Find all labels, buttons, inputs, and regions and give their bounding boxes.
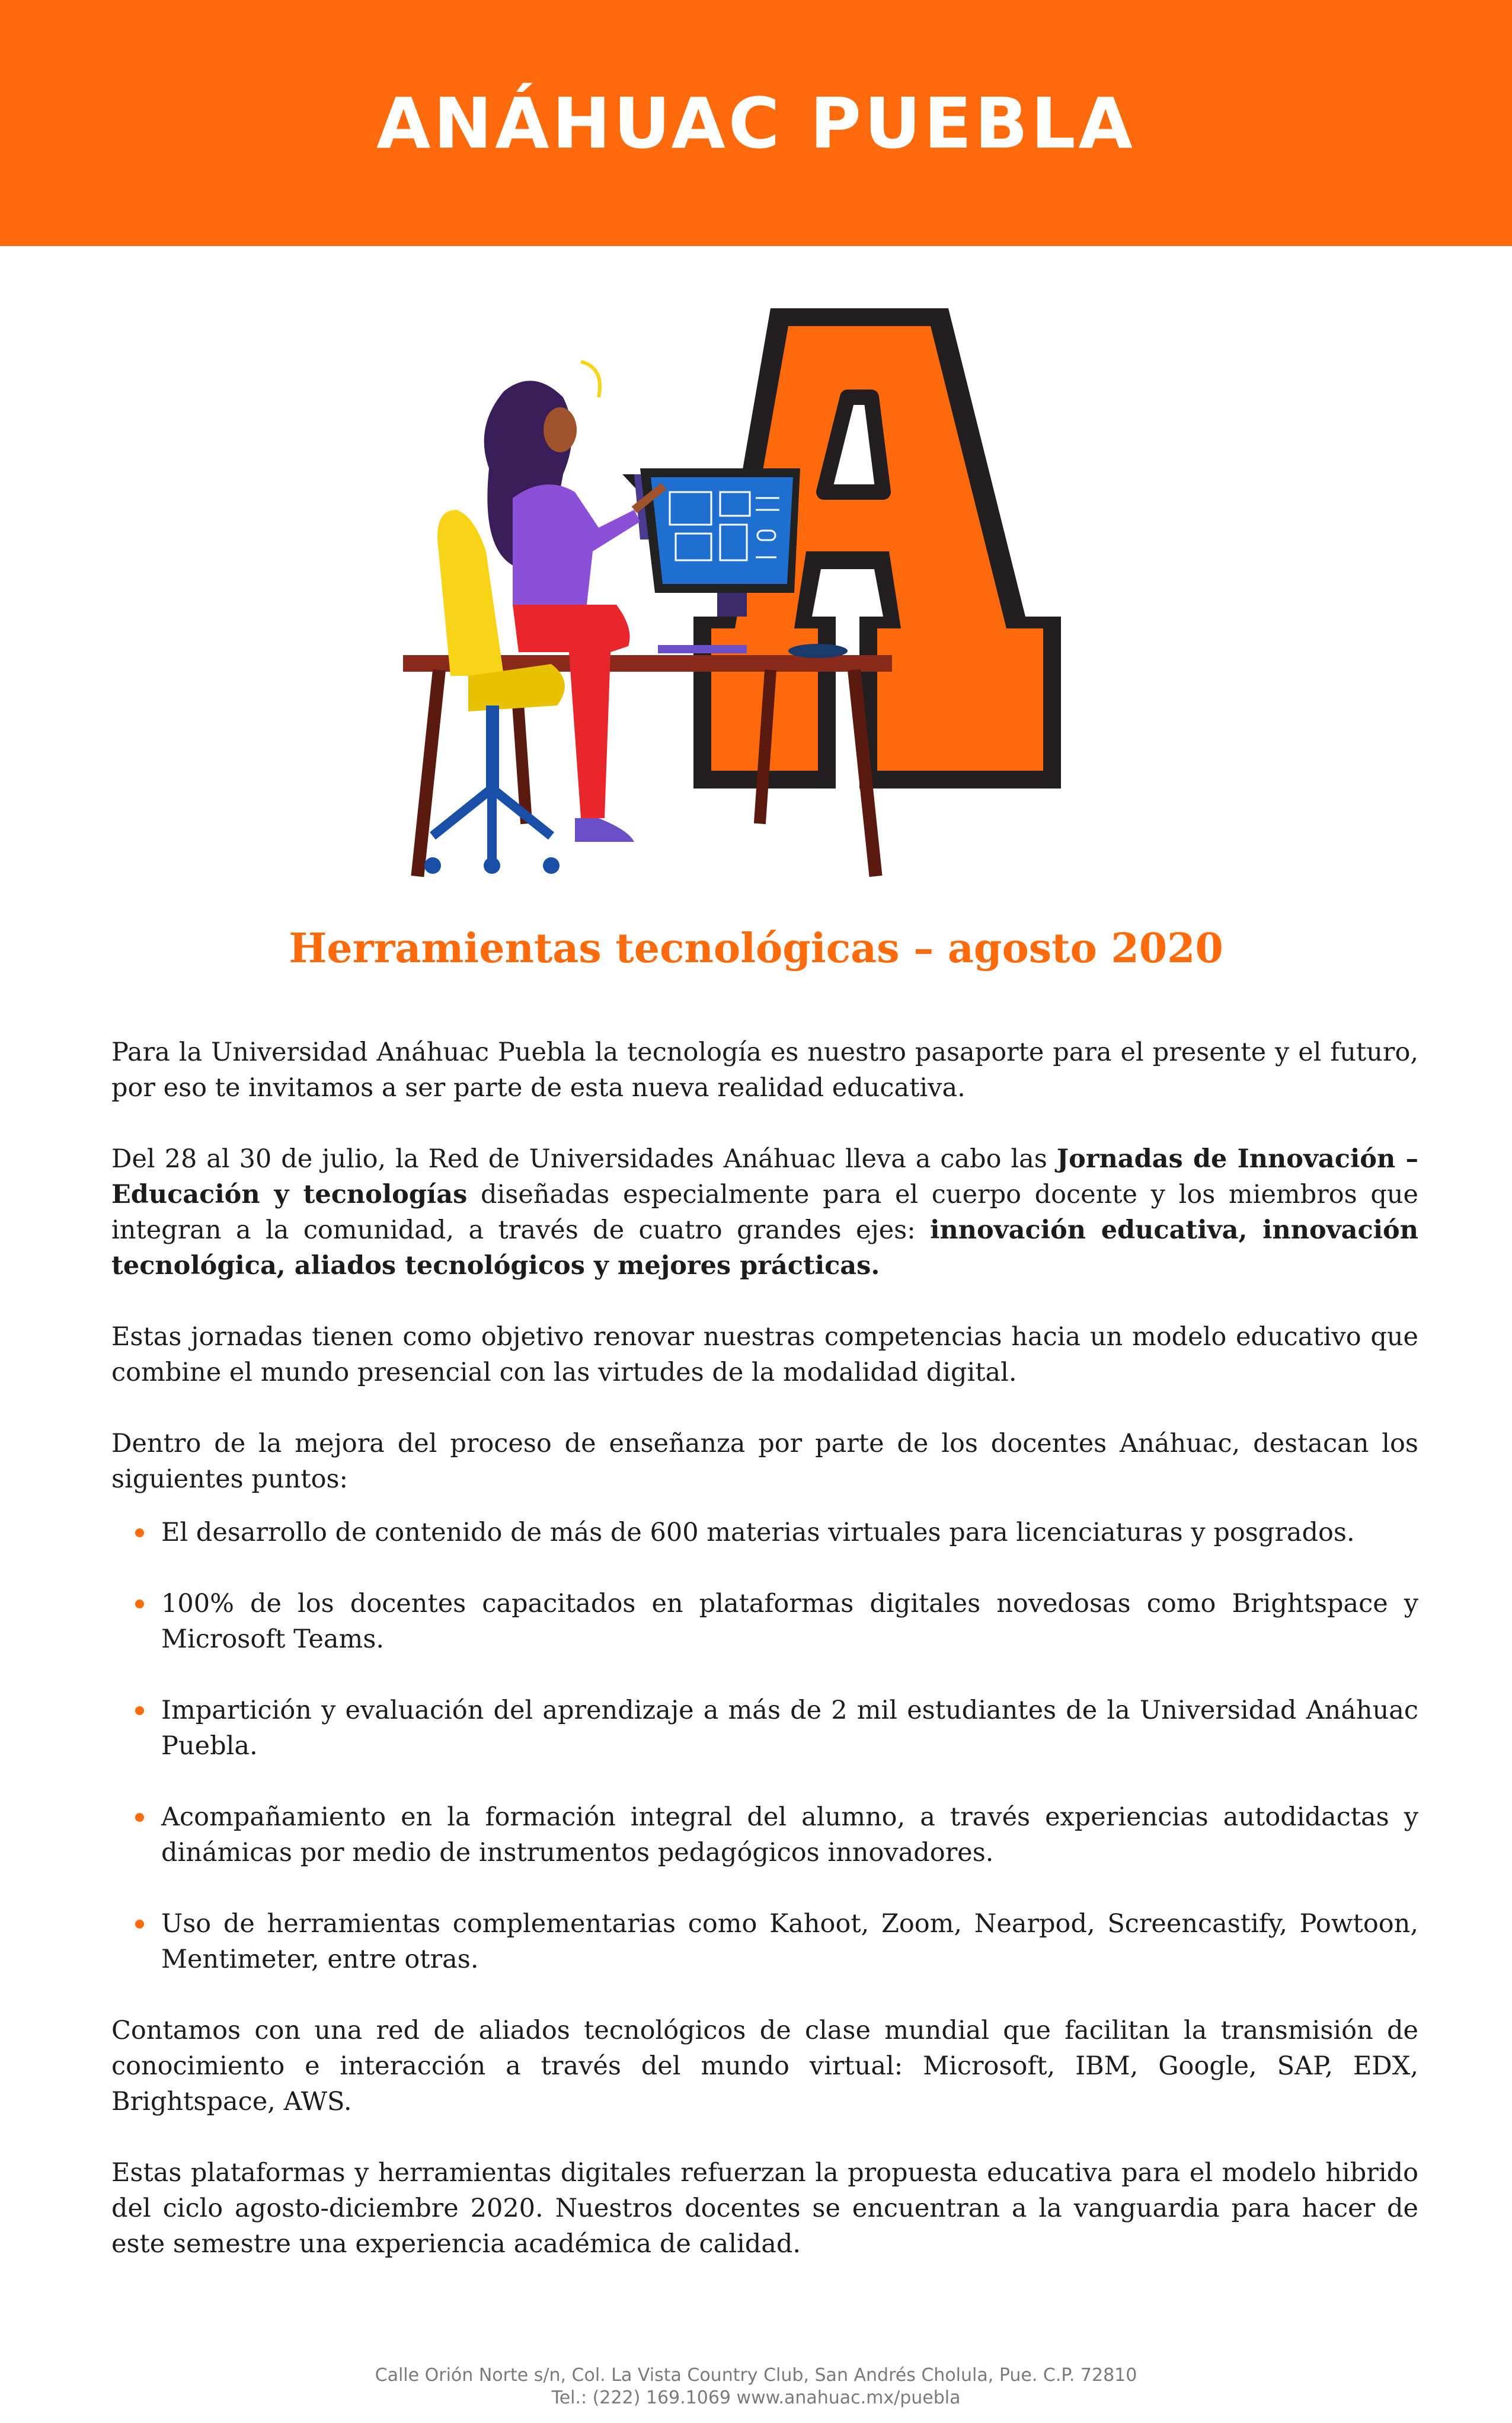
header-title: ANÁHUAC PUEBLA [376,82,1136,164]
list-item-text: Acompañamiento en la formación integral del alumno, a través experiencias autodidactas y dinámicas por medio de instrumentos pedagógicos innovadores. [161,1802,1418,1867]
woman-figure [484,362,664,842]
footer-address: Calle Orión Norte s/n, Col. La Vista Country Club, San Andrés Cholula, Pue. C.P. 72810 [375,2365,1137,2386]
paragraph-jornadas-bold-2: innovación educativa, innovación tecnológica, aliados tecnológicos y mejores prácticas. [111,1215,1418,1281]
list-item-text: Impartición y evaluación del aprendizaje a más de 2 mil estudiantes de la Universidad Anáhuac Puebla. [161,1696,1418,1761]
illustration-woman-at-computer [385,296,1168,889]
list-item [111,1693,1418,1764]
header-banner [0,0,1512,246]
list-item [111,1799,1418,1870]
bullet-dot-icon [135,1920,144,1929]
paragraph-objetivo: Estas jornadas tienen como objetivo renovar nuestras competencias hacia un modelo educativo que combine el mundo presencial con las virtudes de la modalidad digital. [111,1322,1418,1387]
paragraph-aliados: Contamos con una red de aliados tecnológicos de clase mundial que facilitan la transmisión de conocimiento e interacción a través del mundo virtual: Microsoft, IBM, Google, SAP, EDX, Brightspace, AWS. [111,2016,1418,2116]
list-item-text: Uso de herramientas complementarias como Kahoot, Zoom, Nearpod, Screencastify, Powtoon, Mentimeter, entre otras. [161,1909,1418,1974]
list-item [111,1906,1418,1977]
article-body [111,1035,1418,2297]
paragraph-puntos: Dentro de la mejora del proceso de enseñanza por parte de los docentes Anáhuac, destacan los siguientes puntos: [111,1429,1418,1494]
bullet-dot-icon [135,1528,144,1537]
paragraph-plataformas: Estas plataformas y herramientas digitales refuerzan la propuesta educativa para el modelo hibrido del ciclo agosto-diciembre 2020. Nuestros docentes se encuentran a la vanguardia para hacer de este semestre una experiencia académica de calidad. [111,2158,1418,2259]
paragraph-jornadas [111,1141,1418,1284]
footer-contact: Tel.: (222) 169.1069 www.anahuac.mx/puebla [551,2387,961,2408]
bullet-dot-icon [135,1706,144,1715]
paragraph-intro: Para la Universidad Anáhuac Puebla la tecnología es nuestro pasaporte para el presente y el futuro, por eso te invitamos a ser parte de esta nueva realidad educativa. [111,1037,1418,1103]
article-title: Herramientas tecnológicas – agosto 2020 [289,925,1223,972]
paragraph-jornadas-text-2: diseñadas especialmente para el cuerpo docente y los miembros que integran a la comunidad, a través de cuatro grandes ejes: [111,1180,1419,1245]
bullet-dot-icon [135,1813,144,1822]
list-item [111,1586,1418,1657]
bullet-list [111,1515,1418,1977]
bullet-dot-icon [135,1600,144,1608]
footer [0,2364,1512,2409]
paragraph-jornadas-text-1: Del 28 al 30 de julio, la Red de Universidades Anáhuac lleva a cabo las [111,1144,1057,1174]
list-item [111,1515,1418,1550]
paragraph-jornadas-bold-1: Jornadas de Innovación – Educación y tecnologías [111,1144,1418,1209]
list-item-text: El desarrollo de contenido de más de 600 materias virtuales para licenciaturas y posgrados. [161,1518,1355,1547]
list-item-text: 100% de los docentes capacitados en plataformas digitales novedosas como Brightspace y Microsoft Teams. [161,1589,1418,1654]
